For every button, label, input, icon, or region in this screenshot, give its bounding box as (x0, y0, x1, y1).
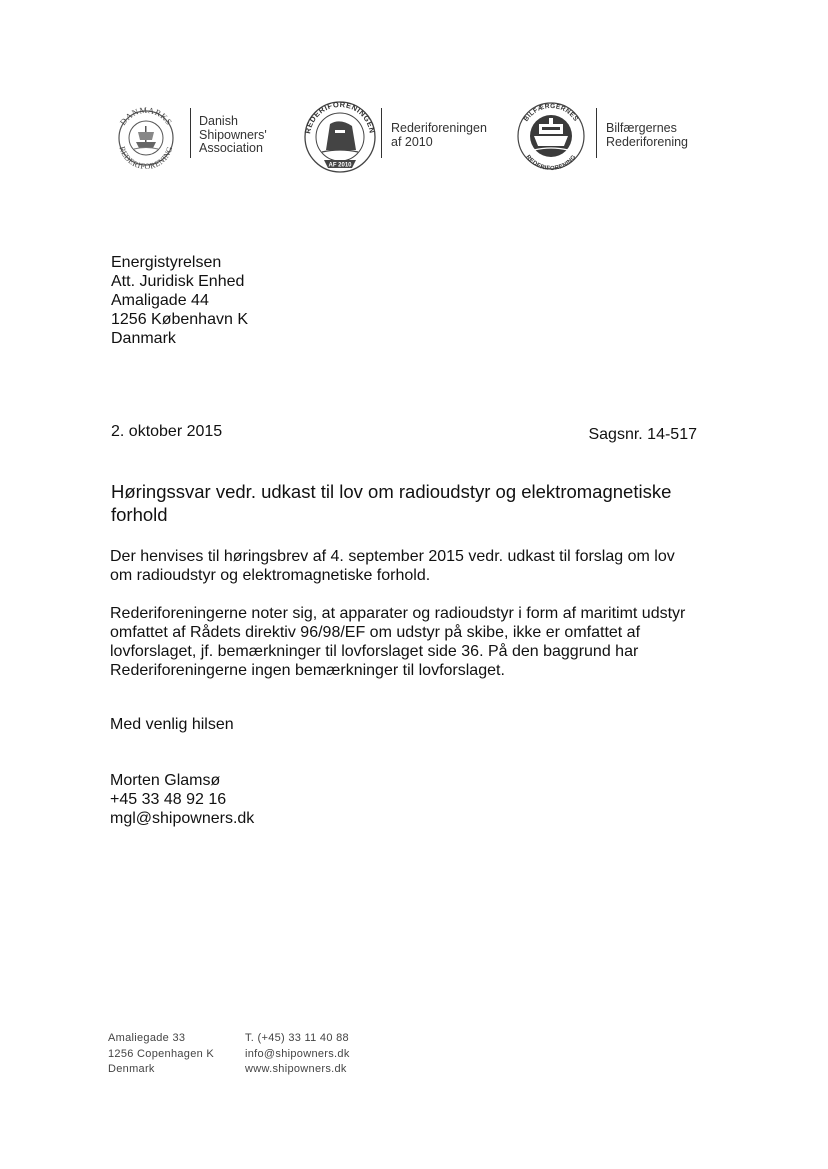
logo1-divider (190, 108, 191, 158)
danmarks-rederiforening-seal (108, 102, 184, 174)
svg-text:DANMARKS (118, 105, 175, 127)
address-line: Energistyrelsen (111, 254, 222, 271)
footer-line: Amaliegade 33 (108, 1032, 186, 1044)
svg-text:REDERIFORENING (117, 145, 174, 171)
paragraph-statement (110, 604, 685, 680)
logo3-line: Rederiforening (606, 134, 688, 149)
logo3-line: Bilfærgernes (606, 121, 677, 135)
seal-bottom-text: REDERIFORENING (524, 154, 578, 172)
footer-contact (245, 1031, 350, 1078)
footer-line: Denmark (108, 1063, 155, 1075)
logo2-name (391, 122, 487, 149)
letter-date: 2. oktober 2015 (111, 423, 223, 440)
case-number: Sagsnr. 14-517 (588, 426, 697, 443)
logo2-divider (381, 108, 382, 158)
seal-bottom-text: REDERIFORENING (117, 145, 175, 172)
subject-line: forhold (111, 504, 168, 525)
seal-bottom-text: AF 2010 (328, 162, 352, 169)
footer-address (108, 1031, 214, 1078)
address-line: 1256 København K (111, 311, 248, 328)
logo1-line: Danish (199, 114, 238, 128)
paragraph-line: Rederiforeningerne noter sig, at apparater og radioudstyr i form af maritimt udstyr (110, 605, 686, 622)
logo2-line: Rederiforeningen (391, 121, 487, 135)
signer-name: Morten Glamsø (110, 772, 221, 789)
logo3-divider (596, 108, 597, 158)
logo1-line: Shipowners' (199, 127, 267, 142)
footer-website-link[interactable]: www.shipowners.dk (245, 1063, 347, 1075)
rederiforeningen-2010-seal (300, 100, 380, 174)
paragraph-reference (110, 547, 675, 585)
subject-line: Høringssvar vedr. udkast til lov om radioudstyr og elektromagnetiske (111, 481, 672, 502)
recipient-address (111, 253, 248, 348)
seal-top-text: BILFÆRGERNES (522, 102, 580, 123)
paragraph-line: Rederiforeningerne ingen bemærkninger til lovforslaget. (110, 662, 505, 679)
seal-top-text: DANMARKS (117, 104, 175, 127)
address-line: Att. Juridisk Enhed (111, 273, 245, 290)
paragraph-line: omfattet af Rådets direktiv 96/98/EF om udstyr på skibe, ikke er omfattet af (110, 624, 641, 641)
address-line: Danmark (111, 330, 176, 347)
letter-subject (111, 480, 671, 526)
logo1-line: Association (199, 141, 263, 155)
paragraph-line: Der henvises til høringsbrev af 4. september 2015 vedr. udkast til forslag om lov (110, 548, 675, 565)
paragraph-line: lovforslaget, jf. bemærkninger til lovforslaget side 36. På den baggrund har (110, 643, 639, 660)
bilfaergernes-rederiforening-seal (514, 100, 588, 172)
seal-top-text: REDERIFORENINGEN (303, 100, 377, 135)
signature-block (110, 771, 254, 828)
footer-phone: T. (+45) 33 11 40 88 (245, 1032, 349, 1044)
logo3-name (606, 122, 688, 149)
footer-line: 1256 Copenhagen K (108, 1047, 215, 1060)
signer-email[interactable]: mgl@shipowners.dk (110, 810, 255, 827)
logo1-name (199, 115, 267, 156)
logo2-line: af 2010 (391, 134, 433, 149)
paragraph-line: om radioudstyr og elektromagnetiske forhold. (110, 567, 431, 584)
footer-email-link[interactable]: info@shipowners.dk (245, 1047, 350, 1060)
signer-phone: +45 33 48 92 16 (110, 791, 227, 808)
address-line: Amaligade 44 (111, 292, 209, 309)
closing-salutation: Med venlig hilsen (110, 716, 234, 733)
